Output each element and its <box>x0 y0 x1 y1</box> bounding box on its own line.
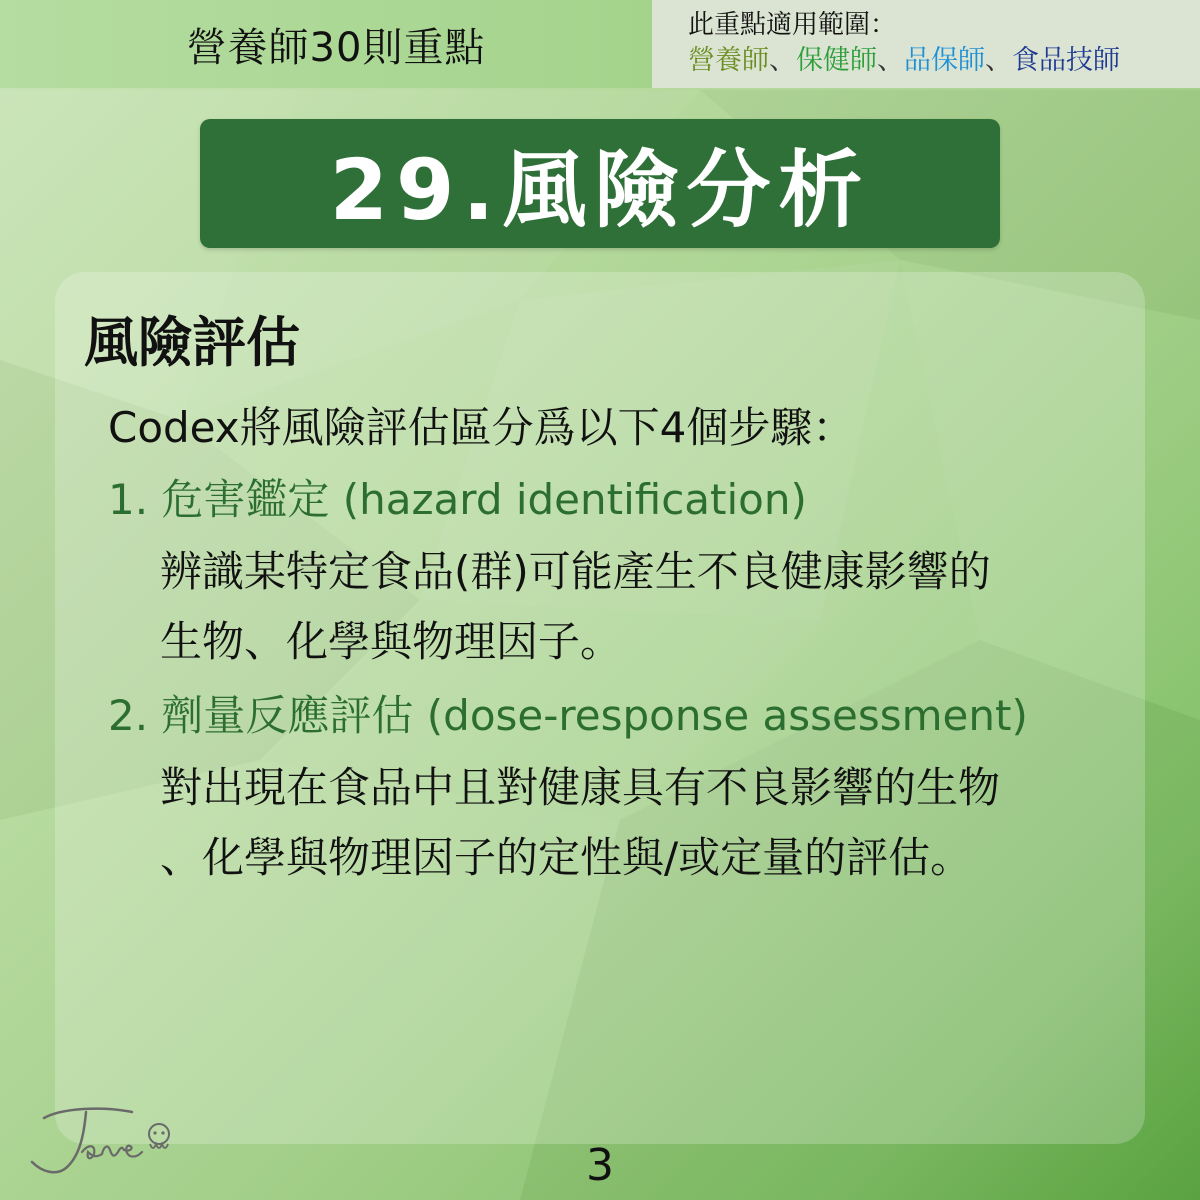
step-2-label: 2. 劑量反應評估 (dose-response assessment) <box>108 691 1028 740</box>
step-1-description-line-1: 辨識某特定食品(群)可能產生不良健康影響的 <box>160 547 991 596</box>
section-heading: 風險評估 <box>84 311 300 374</box>
scope-item-health-specialist: 保健師 <box>796 45 877 76</box>
step-2-description-line-2: 、化學與物理因子的定性與/或定量的評估。 <box>160 833 973 882</box>
step-2-description-line-1: 對出現在食品中且對健康具有不良影響的生物 <box>160 763 1001 812</box>
intro-text: Codex將風險評估區分爲以下4個步驟： <box>108 403 855 452</box>
page-title: 29.風險分析 <box>329 141 871 239</box>
series-title: 營養師30則重點 <box>186 24 486 71</box>
step-1-description-line-2: 生物、化學與物理因子。 <box>160 617 623 666</box>
scope-item-qa-specialist: 品保師 <box>904 45 985 76</box>
scope-separator: 、 <box>769 45 796 76</box>
scope-separator: 、 <box>877 45 904 76</box>
scope-separator: 、 <box>985 45 1012 76</box>
scope-label: 此重點適用範圍： <box>688 10 897 40</box>
page-number: 3 <box>586 1140 614 1191</box>
step-1-label: 1. 危害鑑定 (hazard identification) <box>108 475 807 524</box>
scope-item-dietitian: 營養師 <box>688 45 769 76</box>
scope-item-food-technologist: 食品技師 <box>1012 45 1120 76</box>
